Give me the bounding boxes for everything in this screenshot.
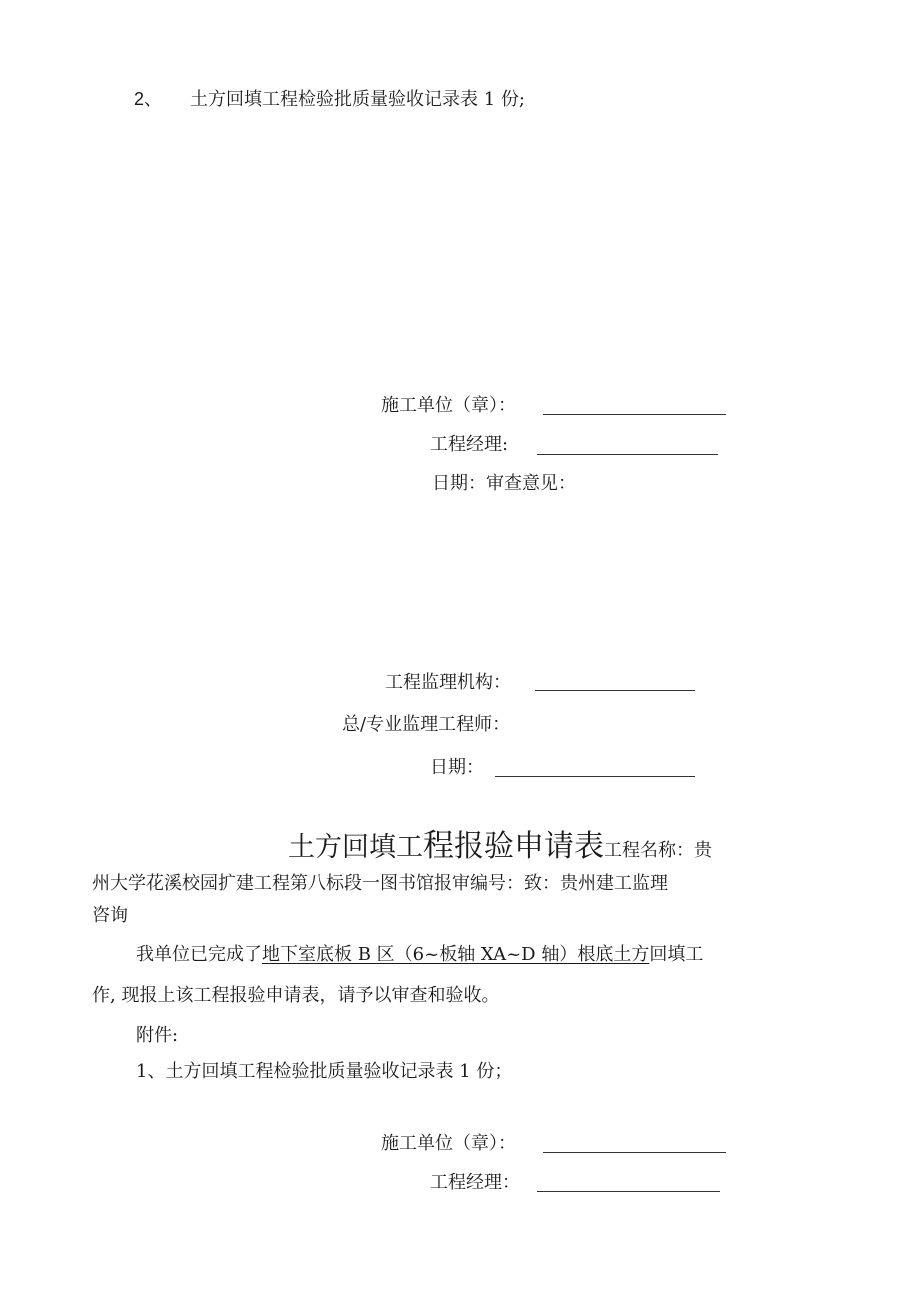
header-line-3: 咨询 — [92, 905, 128, 926]
supervision-org-label: 工程监理机构： — [385, 672, 511, 693]
form-title-part2: 程 — [423, 828, 454, 864]
contractor-label: 施工单位（章）： — [381, 395, 516, 416]
contractor-blank — [543, 414, 726, 415]
date-blank — [495, 776, 695, 777]
form-title-part1: 土方回填工 — [288, 832, 423, 863]
attachment-label: 附件: — [136, 1025, 179, 1046]
form-title-part3: 报验申请表 — [454, 829, 604, 864]
attachment-item-1: 1、土方回填工程检验批质量验收记录表 1 份； — [136, 1061, 513, 1082]
item2-text: 土方回填工程检验批质量验收记录表 1 份; — [190, 89, 525, 110]
body-line-2: 作, 现报上该工程报验申请表，请予以审查和验收。 — [92, 985, 500, 1006]
form-contractor-blank — [543, 1152, 726, 1153]
item2-number: 2、 — [134, 89, 163, 109]
date-review-label: 日期：审查意见： — [432, 473, 576, 494]
body-prefix: 我单位已完成了 — [136, 944, 262, 965]
form-manager-blank — [537, 1191, 720, 1192]
date-label: 日期： — [430, 757, 484, 778]
supervision-org-blank — [535, 690, 695, 691]
form-title — [288, 828, 712, 865]
header-line-2: 州大学花溪校园扩建工程第八标段一图书馆报审编号：致：贵州建工监理 — [92, 873, 668, 894]
manager-blank — [537, 454, 718, 455]
project-name-label: 工程名称：贵 — [604, 840, 712, 861]
form-manager-label: 工程经理： — [430, 1172, 520, 1193]
manager-label: 工程经理: — [430, 434, 509, 455]
chief-engineer-label: 总/专业监理工程师： — [342, 714, 511, 735]
body-suffix: 回填工 — [649, 944, 704, 965]
body-line-1 — [136, 944, 703, 966]
work-scope: 地下室底板 B 区（6~板轴 XA~D 轴）根底土方 — [262, 944, 650, 965]
form-contractor-label: 施工单位（章）： — [381, 1133, 516, 1154]
